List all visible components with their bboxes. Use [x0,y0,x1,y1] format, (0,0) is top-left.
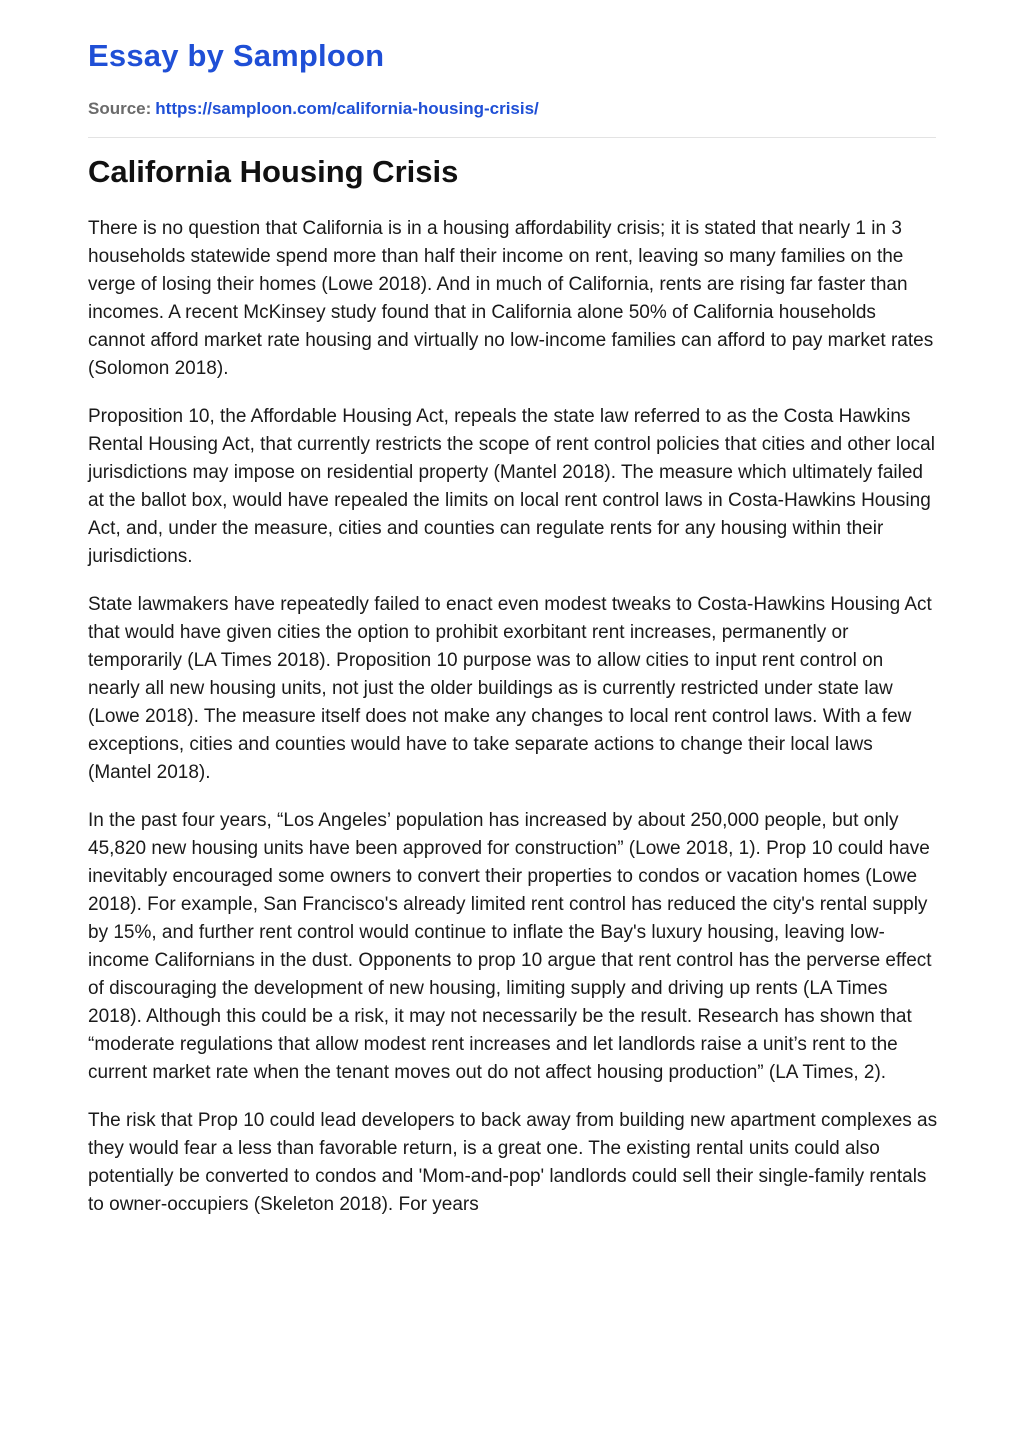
header-divider [88,137,936,138]
essay-body [88,215,938,1219]
essay-paragraph: There is no question that California is in a housing affordability crisis; it is stated that nearly 1 in 3 households statewide spend more than half their income on rent, leaving so many families on the verge of losing their homes (Lowe 2018). And in much of California, rents are rising far faster than incomes. A recent McKinsey study found that in California alone 50% of California households cannot afford market rate housing and virtually no low-income families can afford to pay market rates (Solomon 2018). [88,218,934,379]
essay-title: California Housing Crisis [88,154,459,189]
essay-page [88,0,938,1239]
essay-paragraph: State lawmakers have repeatedly failed to enact even modest tweaks to Costa-Hawkins Housing Act that would have given cities the option to prohibit exorbitant rent increases, permanently or temporarily (LA Times 2018). Proposition 10 purpose was to allow cities to input rent control on nearly all new housing units, not just the older buildings as is currently restricted under state law (Lowe 2018). The measure itself does not make any changes to local rent control laws. With a few exceptions, cities and counties would have to take separate actions to change their local laws (Mantel 2018). [88,594,932,783]
source-link[interactable]: https://samploon.com/california-housing-crisis/ [155,99,539,118]
site-brand[interactable]: Essay by Samploon [88,38,385,73]
essay-paragraph: In the past four years, “Los Angeles’ population has increased by about 250,000 people, but only 45,820 new housing units have been approved for construction” (Lowe 2018, 1). Prop 10 could have inevitably encouraged some owners to convert their properties to condos or vacation homes (Lowe 2018). For example, San Francisco's already limited rent control has reduced the city's rental supply by 15%, and further rent control would continue to inflate the Bay's luxury housing, leaving low-income Californians in the dust. Opponents to prop 10 argue that rent control has the perverse effect of discouraging the development of new housing, limiting supply and driving up rents (LA Times 2018). Although this could be a risk, it may not necessarily be the result. Research has shown that “moderate regulations that allow modest rent increases and let landlords raise a unit’s rent to the current market rate when the tenant moves out do not affect housing production” (LA Times, 2). [88,810,932,1083]
essay-paragraph: Proposition 10, the Affordable Housing Act, repeals the state law referred to as the Costa Hawkins Rental Housing Act, that currently restricts the scope of rent control policies that cities and other local jurisdictions may impose on residential property (Mantel 2018). The measure which ultimately failed at the ballot box, would have repealed the limits on local rent control laws in Costa-Hawkins Housing Act, and, under the measure, cities and counties can regulate rents for any housing within their jurisdictions. [88,406,935,567]
essay-paragraph: The risk that Prop 10 could lead developers to back away from building new apartment complexes as they would fear a less than favorable return, is a great one. The existing rental units could also potentially be converted to condos and 'Mom-and-pop' landlords could sell their single-family rentals to owner-occupiers (Skeleton 2018). For years [88,1110,938,1215]
source-label: Source: [88,99,152,118]
source-line [88,98,938,120]
